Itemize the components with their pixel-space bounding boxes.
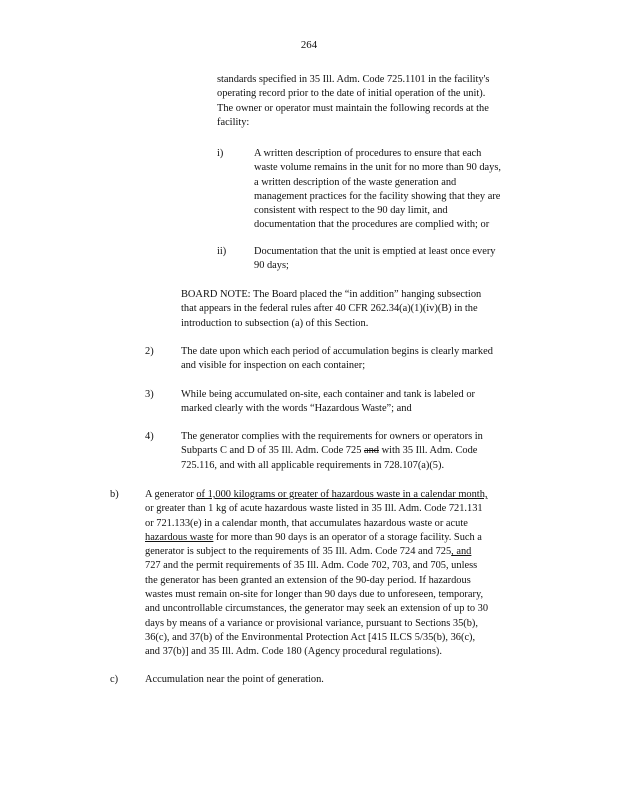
item-b-text [145, 488, 540, 660]
text-line: 727 and the permit requirements of 35 Ill. Adm. Code 702, 703, and 705, unless [145, 560, 478, 572]
underlined-text: , and [451, 546, 472, 558]
text-line: days by means of a variance or provisional variance, pursuant to Sections 35(b), [145, 617, 478, 629]
text-fragment: with 35 Ill. Adm. Code [379, 445, 478, 457]
text-line: 90 days; [254, 260, 289, 272]
text-line: BOARD NOTE: The Board placed the “in addition” hanging subsection [181, 289, 482, 300]
item-label-ii: ii) [217, 246, 227, 257]
text-line: and uncontrollable circumstances, the generator may seek an extension of up to 30 [145, 603, 489, 615]
text-line: Documentation that the unit is emptied at least once every [254, 246, 496, 257]
text-line: and visible for inspection on each container; [181, 360, 366, 372]
intro-paragraph [217, 73, 531, 130]
text-line [181, 444, 536, 458]
text-line: facility: [217, 116, 250, 128]
text-line: documentation that the procedures are complied with; or [254, 219, 490, 231]
text-line: While being accumulated on-site, each container and tank is labeled or [181, 389, 475, 400]
item-2-text [181, 345, 536, 374]
text-fragment: A generator [145, 489, 197, 500]
item-4-text [181, 430, 536, 473]
text-line [145, 488, 540, 502]
underlined-text: of 1,000 kilograms or greater of hazardous waste in a calendar month, [196, 489, 488, 500]
item-i-text [254, 147, 532, 233]
text-line: introduction to subsection (a) of this Section. [181, 317, 369, 329]
text-line: marked clearly with the words “Hazardous Waste”; and [181, 403, 412, 415]
item-label-b: b) [110, 489, 119, 500]
text-fragment: generator is subject to the requirements of 35 Ill. Adm. Code 724 and 725 [145, 546, 452, 558]
text-line: waste volume remains in the unit for no more than 90 days, [254, 162, 502, 174]
text-line [145, 545, 540, 559]
text-fragment: for more than 90 days is an operator of a storage facility. Such a [213, 531, 482, 543]
struck-text: and [363, 445, 379, 457]
text-line [145, 531, 540, 545]
text-line: that appears in the federal rules after 40 CFR 262.34(a)(1)(iv)(B) in the [181, 303, 478, 315]
text-line: and 37(b)] and 35 Ill. Adm. Code 180 (Agency procedural regulations). [145, 646, 442, 658]
item-3-text [181, 388, 536, 417]
text-line: A written description of procedures to ensure that each [254, 148, 482, 159]
item-label-i: i) [217, 148, 224, 159]
text-line: management practices for the facility showing that they are [254, 190, 501, 202]
text-line: consistent with respect to the 90 day limit, and [254, 205, 448, 217]
item-label-c: c) [110, 674, 119, 685]
text-line: The owner or operator must maintain the following records at the [217, 102, 489, 114]
page-number: 264 [300, 39, 318, 51]
text-line: a written description of the waste generation and [254, 176, 457, 188]
text-line: the generator has been granted an extension of the 90-day period. If hazardous [145, 574, 471, 586]
text-line: 725.116, and with all applicable requirements in 728.107(a)(5). [181, 459, 445, 471]
text-fragment: Subparts C and D of 35 Ill. Adm. Code 725 [181, 445, 364, 457]
text-line: standards specified in 35 Ill. Adm. Code 725.1101 in the facility's [217, 74, 490, 85]
board-note [181, 288, 531, 331]
text-line: 36(c), and 37(b) of the Environmental Protection Act [415 ILCS 5/35(b), 36(c), [145, 631, 476, 643]
item-ii-text [254, 245, 532, 274]
text-line: operating record prior to the date of initial operation of the unit). [217, 88, 486, 100]
text-line: The generator complies with the requirements for owners or operators in [181, 431, 483, 442]
item-label-3: 3) [145, 389, 154, 400]
item-label-2: 2) [145, 346, 154, 357]
text-line: The date upon which each period of accumulation begins is clearly marked [181, 346, 493, 357]
text-line: or 721.133(e) in a calendar month, that accumulates hazardous waste or acute [145, 517, 468, 529]
item-c-text: Accumulation near the point of generation. [145, 674, 324, 685]
text-line: wastes must remain on-site for longer than 90 days due to unforeseen, temporary, [145, 589, 484, 601]
item-label-4: 4) [145, 431, 154, 442]
underlined-text: hazardous waste [145, 531, 214, 543]
text-line: or greater than 1 kg of acute hazardous waste listed in 35 Ill. Adm. Code 721.131 [145, 503, 483, 515]
